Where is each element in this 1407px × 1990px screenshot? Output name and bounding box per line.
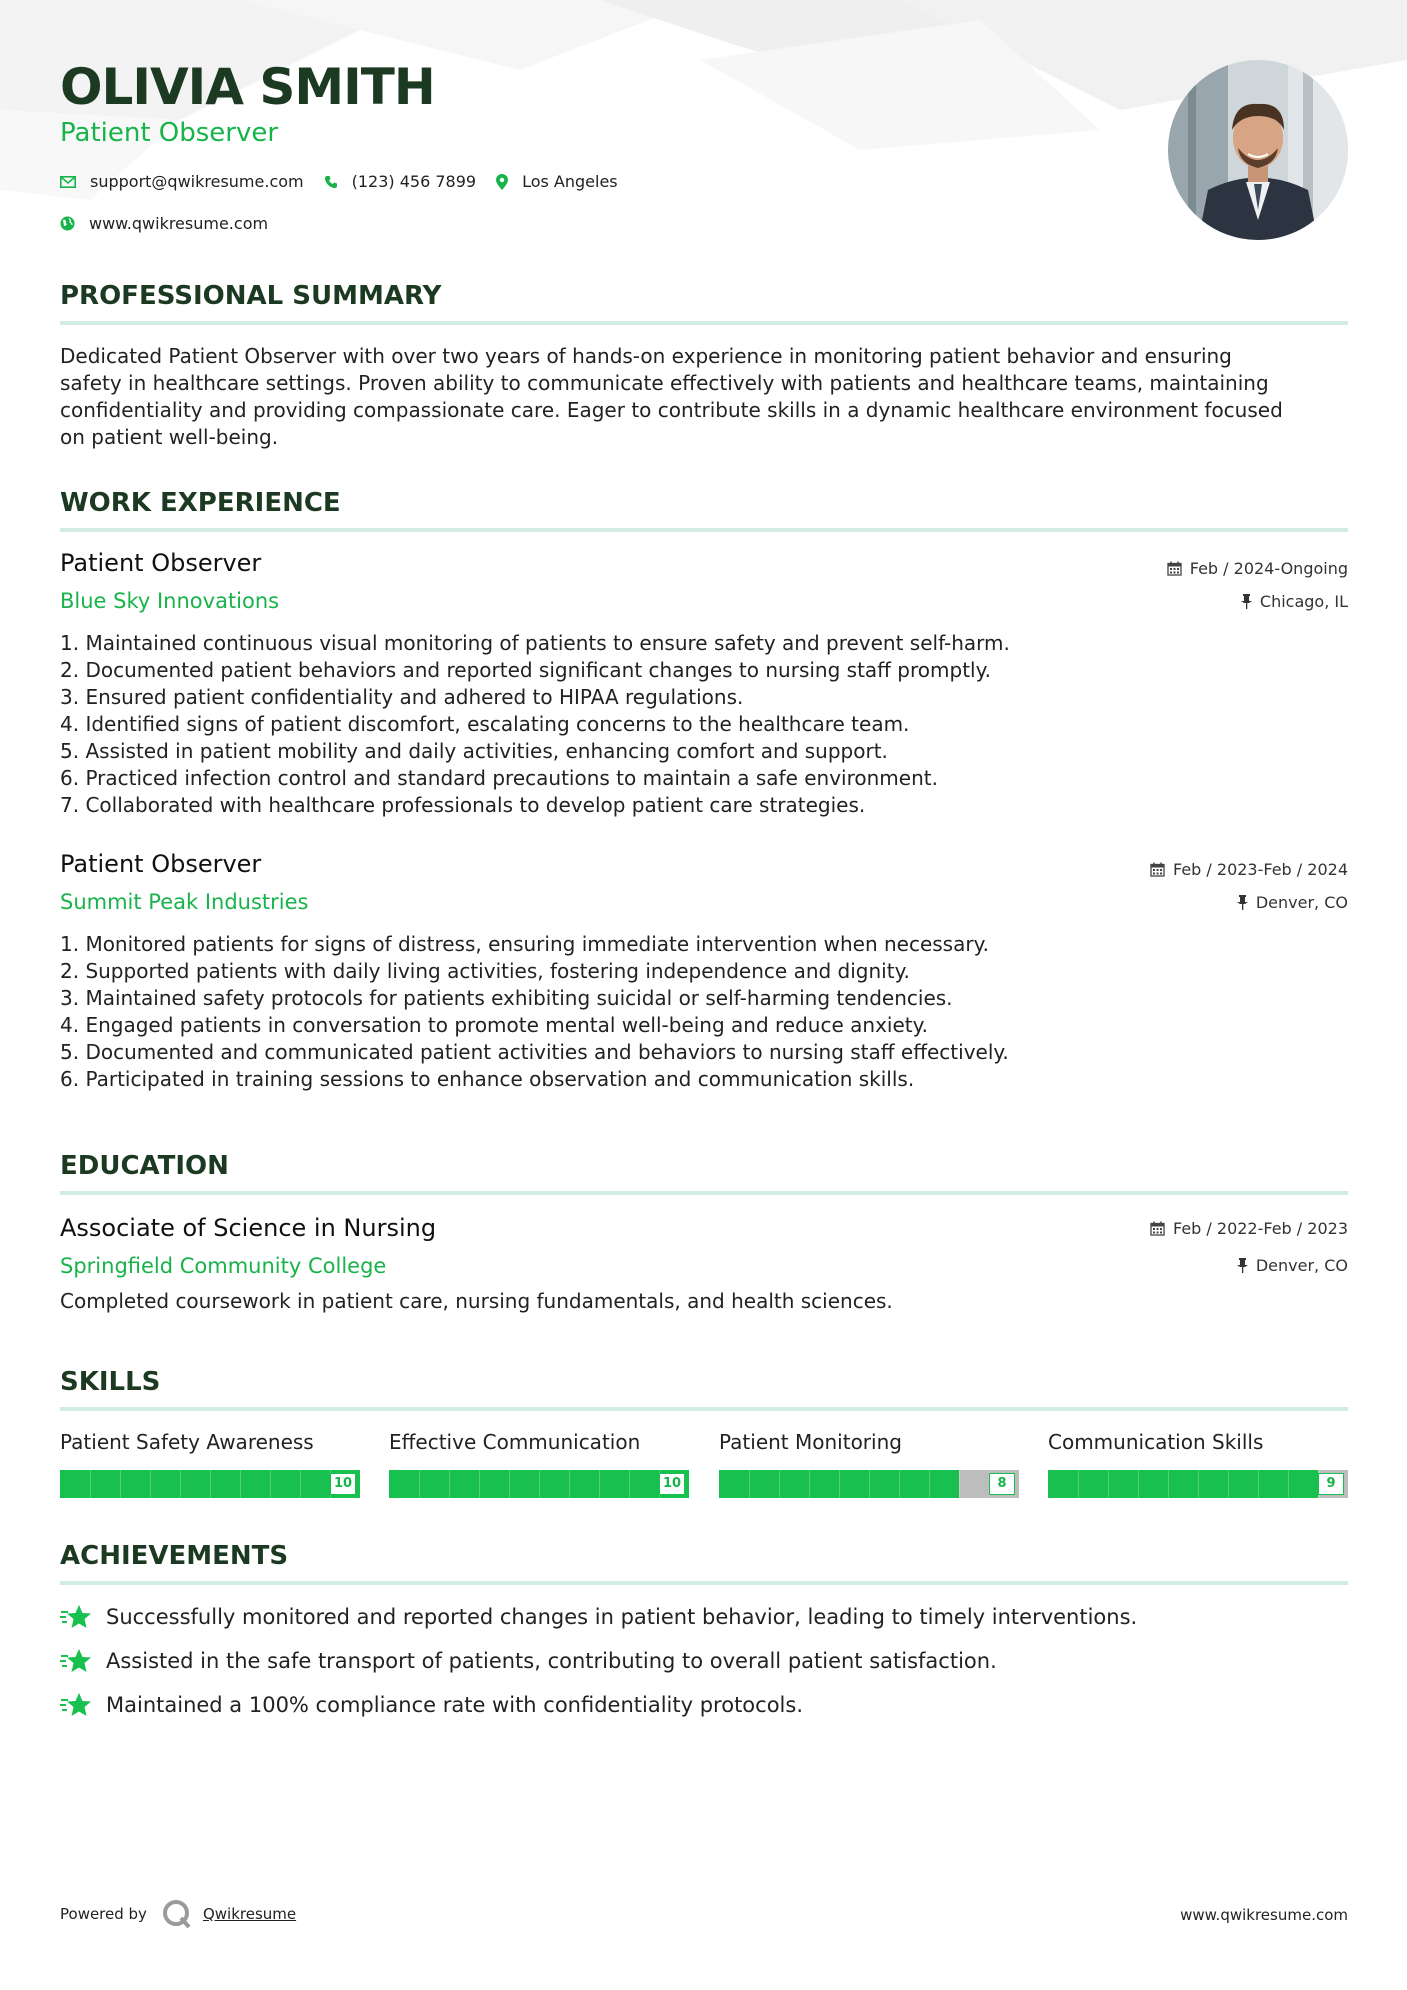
section-divider [60, 321, 1348, 325]
star-icon [60, 1604, 92, 1630]
calendar-icon [1150, 1221, 1165, 1236]
summary-line: on patient well-being. [60, 425, 279, 449]
skill-item [60, 1430, 360, 1498]
education-heading: EDUCATION [60, 1151, 229, 1181]
skill-bar-segment [300, 1470, 301, 1498]
achievements-heading: ACHIEVEMENTS [60, 1541, 289, 1571]
powered-by-label: Powered by [60, 1905, 147, 1923]
company-name: Summit Peak Industries [60, 890, 309, 914]
skill-name: Effective Communication [389, 1430, 641, 1454]
summary-line: confidentiality and providing compassionate care. Eager to contribute skills in a dynamic healthcare environment focused [60, 398, 1283, 422]
skill-bar-segment [539, 1470, 540, 1498]
star-icon [60, 1648, 92, 1674]
skill-bar-segment [1288, 1470, 1289, 1498]
phone-text: (123) 456 7899 [351, 172, 477, 191]
degree-title: Associate of Science in Nursing [60, 1214, 437, 1242]
achievement-text: Maintained a 100% compliance rate with confidentiality protocols. [106, 1693, 803, 1717]
skill-bar-segment [839, 1470, 840, 1498]
section-divider [60, 528, 1348, 532]
skill-level-badge: 8 [989, 1473, 1015, 1495]
section-divider [60, 1407, 1348, 1411]
candidate-title: Patient Observer [60, 118, 279, 148]
skill-bar [1048, 1470, 1348, 1498]
job-location [1241, 592, 1348, 611]
globe-icon [60, 216, 75, 231]
bullet-item: 3. Ensured patient confidentiality and adhered to HIPAA regulations. [60, 685, 744, 709]
skill-bar-segment [90, 1470, 91, 1498]
skill-bar-segment [240, 1470, 241, 1498]
skill-bar-segment [1108, 1470, 1109, 1498]
skill-bar-segment [1198, 1470, 1199, 1498]
skill-bar [389, 1470, 689, 1498]
skill-bar-segment [779, 1470, 780, 1498]
email-item[interactable] [60, 172, 304, 191]
bullet-item: 6. Participated in training sessions to enhance observation and communication skills. [60, 1067, 915, 1091]
achievement-text: Successfully monitored and reported changes in patient behavior, leading to timely interventions. [106, 1605, 1138, 1629]
star-icon [60, 1692, 92, 1718]
qwikresume-link[interactable]: Qwikresume [202, 1905, 297, 1923]
bullet-item: 2. Supported patients with daily living activities, fostering independence and dignity. [60, 959, 910, 983]
bullet-item: 4. Identified signs of patient discomfort, escalating concerns to the healthcare team. [60, 712, 910, 736]
job-location [1237, 893, 1348, 912]
section-divider [60, 1191, 1348, 1195]
skill-bar-segment [929, 1470, 930, 1498]
skill-bar-segment [749, 1470, 750, 1498]
skill-bar-segment [449, 1470, 450, 1498]
achievement-item [60, 1604, 1137, 1630]
skill-name: Patient Monitoring [719, 1430, 902, 1454]
candidate-name: OLIVIA SMITH [60, 58, 435, 116]
bullet-item: 2. Documented patient behaviors and reported significant changes to nursing staff promptly. [60, 658, 991, 682]
skills-heading: SKILLS [60, 1367, 161, 1397]
date-range: Feb / 2023-Feb / 2024 [1173, 860, 1348, 879]
qwikresume-logo-icon [161, 1898, 193, 1930]
skill-bar-segment [809, 1470, 810, 1498]
location-item [496, 172, 618, 191]
bullet-item: 1. Maintained continuous visual monitoring of patients to ensure safety and prevent self-harm. [60, 631, 1010, 655]
achievement-item [60, 1648, 997, 1674]
skill-bar-segment [479, 1470, 480, 1498]
date-range: Feb / 2022-Feb / 2023 [1173, 1219, 1348, 1238]
location-label: Chicago, IL [1259, 592, 1348, 611]
job-dates [1167, 559, 1348, 578]
skill-item [719, 1430, 1019, 1498]
section-divider [60, 1581, 1348, 1585]
skill-level-badge: 9 [1318, 1473, 1344, 1495]
skill-bar-segment [1228, 1470, 1229, 1498]
skill-level-badge: 10 [659, 1473, 685, 1495]
envelope-icon [60, 176, 76, 188]
education-description: Completed coursework in patient care, nursing fundamentals, and health sciences. [60, 1289, 893, 1313]
location-text: Los Angeles [522, 172, 618, 191]
location-label: Denver, CO [1255, 893, 1348, 912]
calendar-icon [1150, 862, 1165, 877]
pushpin-icon [1241, 594, 1252, 609]
school-name: Springfield Community College [60, 1254, 387, 1278]
pushpin-icon [1237, 1258, 1248, 1273]
bullet-item: 5. Documented and communicated patient activities and behaviors to nursing staff effectively. [60, 1040, 1009, 1064]
job-title: Patient Observer [60, 850, 262, 878]
skill-bar-segment [629, 1470, 630, 1498]
skill-bar-segment [569, 1470, 570, 1498]
date-range: Feb / 2024-Ongoing [1189, 559, 1348, 578]
skill-bar-segment [419, 1470, 420, 1498]
skill-bar [60, 1470, 360, 1498]
company-name: Blue Sky Innovations [60, 589, 280, 613]
contact-row [60, 172, 638, 191]
skill-bar-segment [509, 1470, 510, 1498]
skill-name: Patient Safety Awareness [60, 1430, 314, 1454]
skill-bar-segment [1078, 1470, 1079, 1498]
achievement-text: Assisted in the safe transport of patients, contributing to overall patient satisfaction. [106, 1649, 997, 1673]
skill-bar-segment [150, 1470, 151, 1498]
location-label: Denver, CO [1255, 1256, 1348, 1275]
skill-bar-segment [959, 1470, 960, 1498]
skill-bar-segment [1168, 1470, 1169, 1498]
email-text: support@qwikresume.com [90, 172, 304, 191]
skill-bar-segment [270, 1470, 271, 1498]
bullet-item: 3. Maintained safety protocols for patients exhibiting suicidal or self-harming tendencies. [60, 986, 953, 1010]
skill-name: Communication Skills [1048, 1430, 1264, 1454]
skill-bar-segment [599, 1470, 600, 1498]
education-dates [1150, 1219, 1348, 1238]
skill-bar [719, 1470, 1019, 1498]
skill-bar-segment [210, 1470, 211, 1498]
skill-bar-segment [1138, 1470, 1139, 1498]
calendar-icon [1167, 561, 1182, 576]
experience-heading: WORK EXPERIENCE [60, 488, 341, 518]
job-dates [1150, 860, 1348, 879]
skill-bar-fill [1048, 1470, 1318, 1498]
summary-text [60, 343, 1350, 451]
education-location [1237, 1256, 1348, 1275]
bullet-item: 7. Collaborated with healthcare professionals to develop patient care strategies. [60, 793, 866, 817]
skill-bar-segment [180, 1470, 181, 1498]
skill-bar-segment [120, 1470, 121, 1498]
website-row [60, 214, 288, 233]
bullet-item: 5. Assisted in patient mobility and daily activities, enhancing comfort and support. [60, 739, 888, 763]
map-pin-icon [496, 174, 508, 190]
profile-photo [1168, 60, 1348, 240]
phone-item[interactable] [324, 172, 476, 191]
phone-icon [324, 175, 338, 189]
summary-heading: PROFESSIONAL SUMMARY [60, 281, 442, 311]
achievement-item [60, 1692, 803, 1718]
summary-line: Dedicated Patient Observer with over two years of hands-on experience in monitoring patient behavior and ensuring [60, 344, 1232, 368]
job-bullets [60, 931, 1340, 1093]
skill-bar-segment [869, 1470, 870, 1498]
skill-item [1048, 1430, 1348, 1498]
skill-bar-segment [899, 1470, 900, 1498]
bullet-item: 1. Monitored patients for signs of distress, ensuring immediate intervention when necessary. [60, 932, 989, 956]
footer-website[interactable]: www.qwikresume.com [1180, 1906, 1348, 1924]
website-item[interactable] [60, 214, 268, 233]
job-bullets [60, 630, 1340, 819]
skill-level-badge: 10 [330, 1473, 356, 1495]
footer-branding [60, 1898, 296, 1930]
website-text: www.qwikresume.com [89, 214, 269, 233]
job-title: Patient Observer [60, 549, 262, 577]
pushpin-icon [1237, 895, 1248, 910]
bullet-item: 6. Practiced infection control and standard precautions to maintain a safe environment. [60, 766, 938, 790]
summary-line: safety in healthcare settings. Proven ability to communicate effectively with patients and healthcare teams, maintaining [60, 371, 1269, 395]
skill-bar-segment [1258, 1470, 1259, 1498]
bullet-item: 4. Engaged patients in conversation to promote mental well-being and reduce anxiety. [60, 1013, 928, 1037]
skill-item [389, 1430, 689, 1498]
